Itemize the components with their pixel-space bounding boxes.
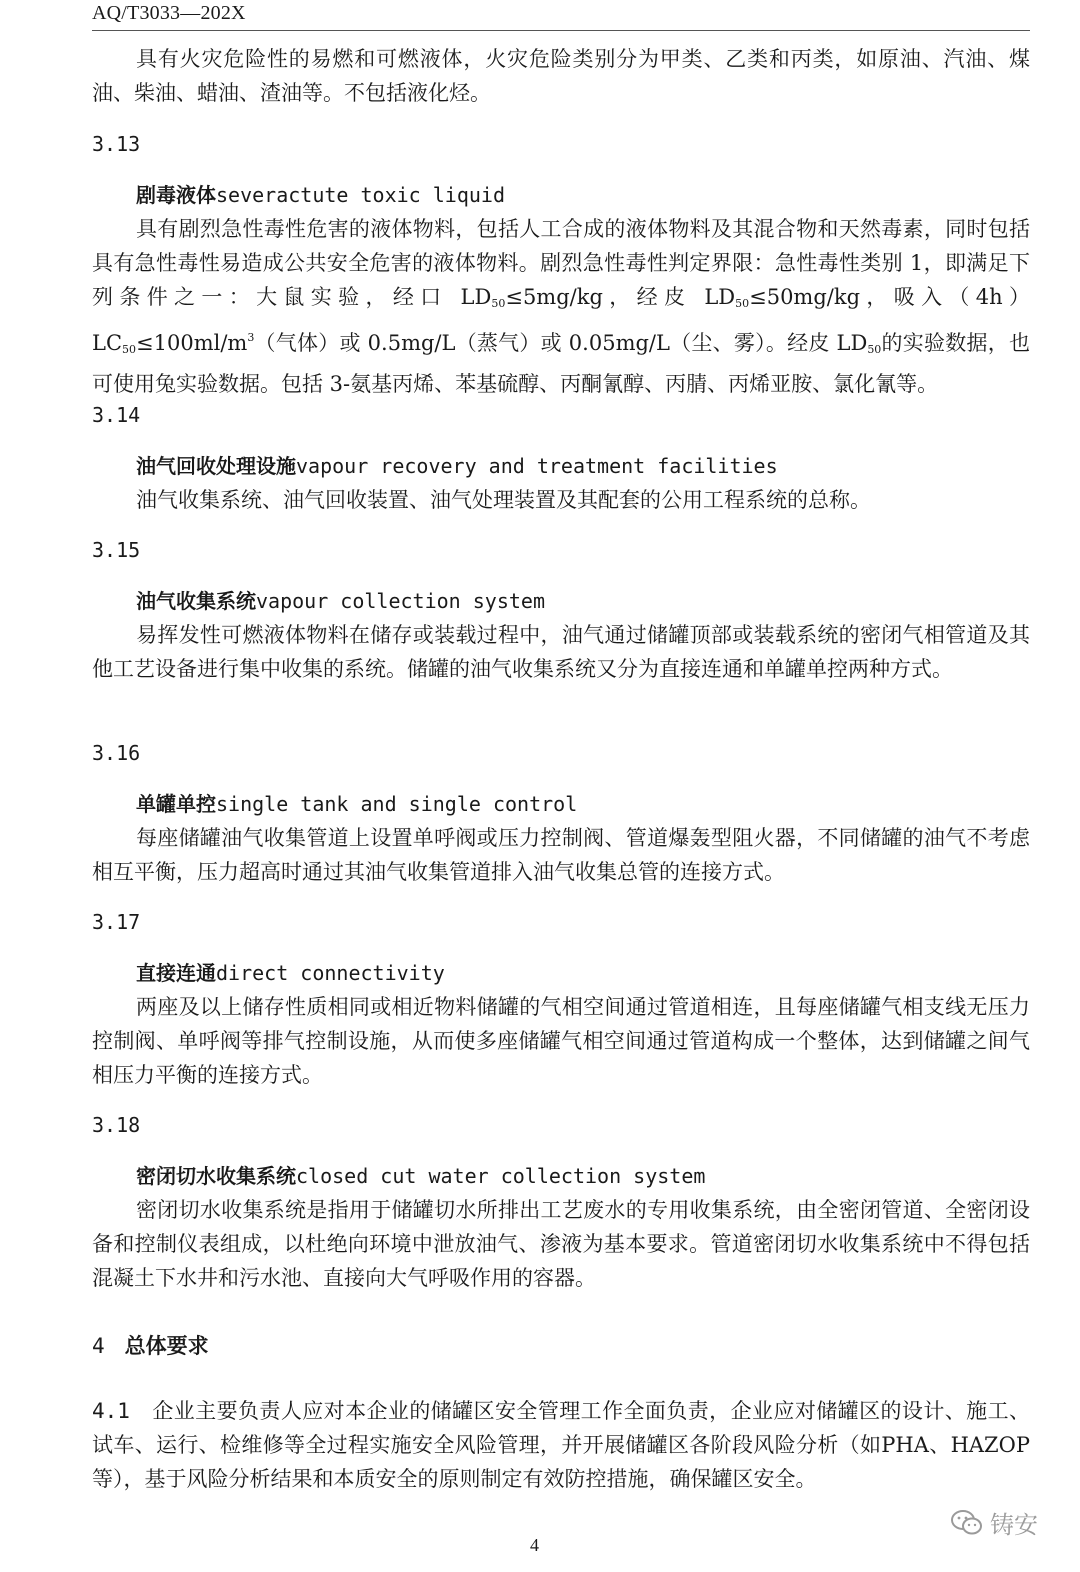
term-en: vapour collection system xyxy=(256,589,545,613)
chapter-number: 4 xyxy=(92,1334,105,1358)
clause-text: 企业主要负责人应对本企业的储罐区安全管理工作全面负责，企业应对储罐区的设计、施工、试车、运行、检维修等全过程实施安全风险管理，并开展储罐区各阶段风险分析（如PHA、HAZOP等），基于风险分析结果和本质安全的原则制定有效防控措施，确保罐区安全。 xyxy=(92,1399,1030,1491)
watermark-text: 铸安 xyxy=(990,1511,1038,1539)
term-zh: 油气收集系统 xyxy=(136,589,256,613)
clause-4-1 xyxy=(92,1394,1030,1496)
term-3-15 xyxy=(136,584,545,618)
section-number-3-16: 3.16 xyxy=(92,741,141,765)
definition-3-15: 易挥发性可燃液体物料在储存或装载过程中，油气通过储罐顶部或装载系统的密闭气相管道及其他工艺设备进行集中收集的系统。储罐的油气收集系统又分为直接连通和单罐单控两种方式。 xyxy=(92,623,1030,681)
section-number-3-13: 3.13 xyxy=(92,132,141,156)
document-code: AQ/T3033—202X xyxy=(92,2,246,24)
term-3-16 xyxy=(136,787,577,821)
page-number: 4 xyxy=(530,1535,539,1555)
header-rule xyxy=(92,30,1030,31)
chapter-heading xyxy=(92,1330,209,1360)
intro-paragraph: 具有火灾危险性的易燃和可燃液体，火灾危险类别分为甲类、乙类和丙类，如原油、汽油、煤油、柴油、蜡油、渣油等。不包括液化烃。 xyxy=(92,47,1030,105)
section-number-3-14: 3.14 xyxy=(92,403,141,427)
term-en: severactute toxic liquid xyxy=(216,183,505,207)
term-en: closed cut water collection system xyxy=(296,1164,706,1188)
section-number-3-15: 3.15 xyxy=(92,538,141,562)
term-zh: 油气回收处理设施 xyxy=(136,454,296,478)
term-3-14 xyxy=(136,449,778,483)
clause-number: 4.1 xyxy=(92,1399,130,1423)
term-en: single tank and single control xyxy=(216,792,578,816)
definition-3-16: 每座储罐油气收集管道上设置单呼阀或压力控制阀、管道爆轰型阻火器，不同储罐的油气不考虑相互平衡，压力超高时通过其油气收集管道排入油气收集总管的连接方式。 xyxy=(92,826,1030,884)
definition-3-18: 密闭切水收集系统是指用于储罐切水所排出工艺废水的专用收集系统，由全密闭管道、全密闭设备和控制仪表组成，以杜绝向环境中泄放油气、渗液为基本要求。管道密闭切水收集系统中不得包括混凝土下水井和污水池、直接向大气呼吸作用的容器。 xyxy=(92,1198,1030,1290)
section-number-3-18: 3.18 xyxy=(92,1113,141,1137)
term-en: vapour recovery and treatment facilities xyxy=(296,454,778,478)
term-3-17 xyxy=(136,956,445,990)
definition-3-13: 具有剧烈急性毒性危害的液体物料，包括人工合成的液体物料及其混合物和天然毒素，同时包括具有急性毒性易造成公共安全危害的液体物料。剧烈急性毒性判定界限：急性毒性类别 1，即满足下列条件之一：大鼠实验，经口 $LD_{50}\le 5mg/kg$，经皮 $LD_{50}\le 50mg/kg$，吸入$(4h)LC_{50}\le 100ml/m^3$（气体）或 0.5mg/L（蒸气）或 0.05mg/L（尘、雾）。经皮 $LD_{50}$的实验数据，也可使用兔实验数据。包括 3-氨基丙烯、苯基硫醇、丙酮氰醇、丙腈、丙烯亚胺、氯化氰等。 xyxy=(92,217,1031,396)
definition-3-14: 油气收集系统、油气回收装置、油气处理装置及其配套的公用工程系统的总称。 xyxy=(136,488,871,512)
definition-3-17: 两座及以上储存性质相同或相近物料储罐的气相空间通过管道相连，且每座储罐气相支线无压力控制阀、单呼阀等排气控制设施，从而使多座储罐气相空间通过管道构成一个整体，达到储罐之间气相压力平衡的连接方式。 xyxy=(92,995,1030,1087)
section-number-3-17: 3.17 xyxy=(92,910,141,934)
wechat-icon xyxy=(950,1509,984,1537)
term-zh: 直接连通 xyxy=(136,961,216,985)
term-3-18 xyxy=(136,1159,705,1193)
chapter-title: 总体要求 xyxy=(124,1334,209,1358)
term-en: direct connectivity xyxy=(216,961,445,985)
watermark xyxy=(950,1505,1038,1540)
term-zh: 单罐单控 xyxy=(136,792,216,816)
term-zh: 密闭切水收集系统 xyxy=(136,1164,296,1188)
term-3-13 xyxy=(136,178,505,212)
term-zh: 剧毒液体 xyxy=(136,183,216,207)
